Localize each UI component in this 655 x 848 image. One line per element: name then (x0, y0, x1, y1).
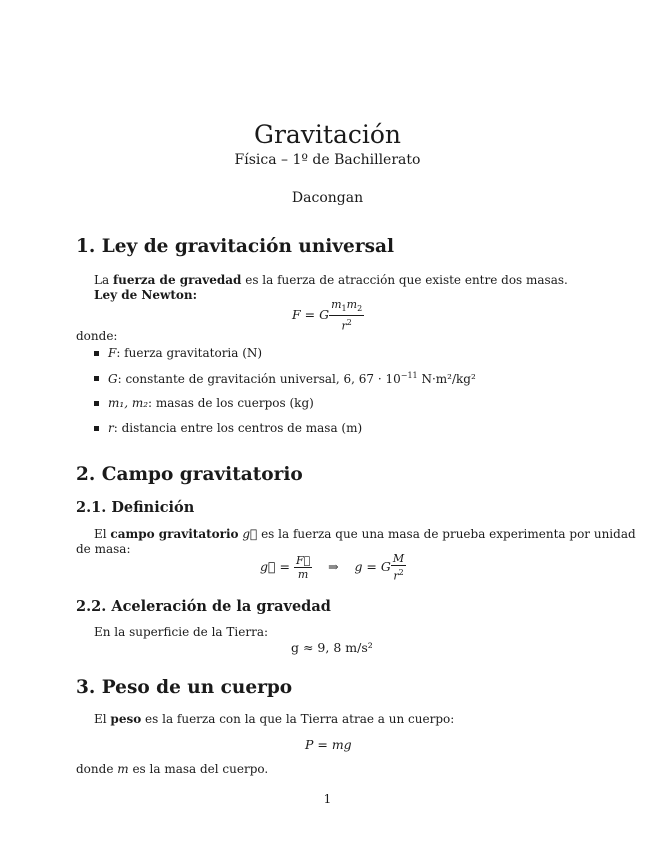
page-number: 1 (323, 792, 332, 806)
field-formula: g⃗ = $\frac{F⃗}{m}$ ⇒ g = G $\frac{M}{r^2}$ (260, 552, 405, 583)
intro-text-pre: La (94, 273, 113, 287)
newton-formula: F = G $\frac{m_1m_2}{r^2}$ (292, 298, 363, 333)
section-3-heading: 3. Peso de un cuerpo (76, 677, 293, 698)
closing-text: donde m es la masa del cuerpo. (76, 762, 269, 776)
variable-list (92, 346, 476, 446)
document-subtitle: Física – 1º de Bachillerato (234, 152, 421, 168)
document-title: Gravitación (253, 120, 402, 149)
document-author: Dacongan (291, 190, 364, 206)
bullet-icon (94, 426, 99, 431)
intro-text-bold: fuerza de gravedad (112, 273, 242, 287)
donde-label: donde: (76, 329, 118, 343)
bullet-icon (94, 376, 99, 381)
list-item: m₁, m₂: masas de los cuerpos (kg) (92, 396, 476, 421)
definition-text-cont: de masa: (76, 542, 131, 556)
section-2-heading: 2. Campo gravitatorio (76, 464, 303, 485)
section-1-heading: 1. Ley de gravitación universal (76, 236, 394, 257)
weight-text: El peso es la fuerza con la que la Tierra atrae a un cuerpo: (94, 712, 455, 726)
section-1-intro (94, 272, 568, 288)
list-item: r: distancia entre los centros de masa (m) (92, 421, 476, 446)
surface-text: En la superficie de la Tierra: (94, 625, 269, 639)
bullet-icon (94, 351, 99, 356)
weight-formula: P = mg (305, 737, 352, 752)
definition-text: El campo gravitatorio g⃗ es la fuerza que una masa de prueba experimenta por unidad (94, 527, 636, 541)
list-item: F: fuerza gravitatoria (N) (92, 346, 476, 371)
bullet-icon (94, 401, 99, 406)
section-2-1-heading: 2.1. Definición (76, 499, 195, 516)
intro-text-post: es la fuerza de atracción que existe entre dos masas. (241, 273, 568, 287)
gravity-value: g ≈ 9, 8 m/s² (291, 640, 373, 655)
newton-law-label: Ley de Newton: (94, 288, 198, 302)
list-item: G: constante de gravitación universal, 6, $67 \cdot 10^{-11}$ N·m²/kg² (92, 371, 476, 396)
section-2-2-heading: 2.2. Aceleración de la gravedad (76, 598, 331, 615)
